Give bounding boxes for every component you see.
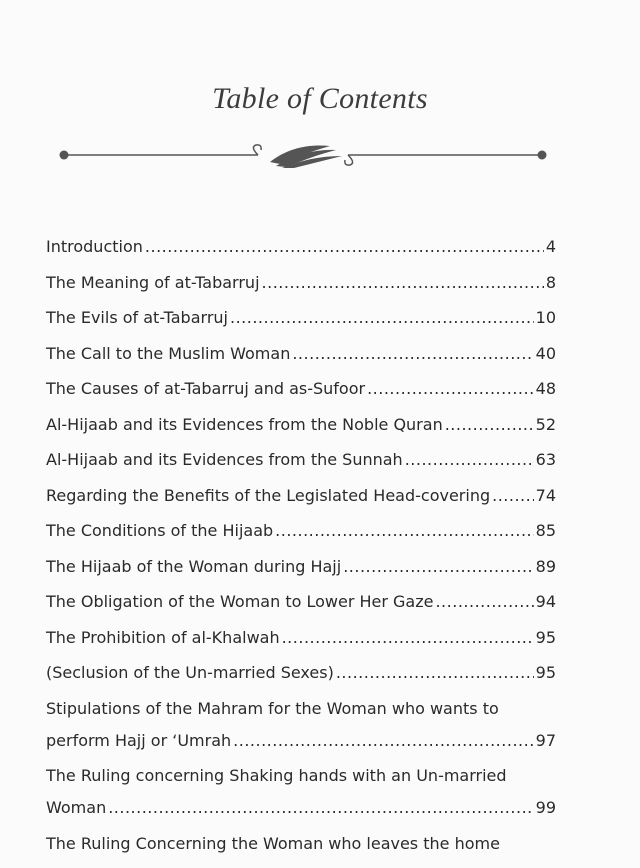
dot-leader [367, 378, 534, 400]
toc-entry-line2 [46, 730, 556, 752]
dot-leader [435, 591, 533, 613]
toc-entry-label: Al-Hijaab and its Evidences from the Noble Quran [46, 414, 443, 434]
toc-entry[interactable] [46, 485, 556, 507]
toc-entry-page: 48 [535, 379, 556, 398]
dot-leader [336, 662, 534, 684]
toc-entry[interactable] [46, 343, 556, 365]
toc-entry-label: Regarding the Benefits of the Legislated Head-covering [46, 485, 491, 505]
toc-entry[interactable] [46, 272, 556, 294]
dot-leader [275, 520, 533, 542]
toc-entry-page: 74 [535, 485, 556, 505]
toc-entry-label: The Call to the Muslim Woman [46, 343, 291, 363]
dot-leader [492, 485, 534, 507]
toc-entry-page: 95 [535, 627, 556, 647]
toc-entry[interactable] [46, 662, 556, 684]
toc-entry[interactable] [46, 520, 556, 542]
dot-leader [445, 414, 534, 436]
dot-leader [292, 343, 533, 365]
toc-entry-page: 94 [535, 592, 556, 611]
toc-entry-page: 52 [535, 414, 556, 434]
toc-entry-page: 4 [545, 237, 556, 256]
toc-entry-label: The Evils of at-Tabarruj [46, 308, 228, 327]
page-title: Table of Contents [212, 82, 428, 115]
toc-entry-page: 63 [535, 450, 556, 469]
toc-entry[interactable] [46, 556, 556, 578]
toc-entry-label: The Conditions of the Hijaab [46, 521, 274, 540]
dot-leader [262, 272, 544, 294]
toc-entry-label-line1: Stipulations of the Mahram for the Woman who wants to [46, 698, 499, 718]
toc-entry-label: (Seclusion of the Un-married Sexes) [46, 663, 334, 682]
toc-entry-label: Woman [46, 798, 107, 817]
toc-entry[interactable] [46, 765, 556, 819]
dot-leader [145, 236, 544, 258]
toc-entry-page: 99 [535, 798, 556, 817]
toc-entry-label: The Meaning of at-Tabarruj [46, 272, 260, 292]
toc-entry[interactable] [46, 449, 556, 471]
toc-entry-page: 97 [535, 730, 556, 750]
toc-entry-page: 40 [535, 343, 556, 363]
toc-entry-label-line1: The Ruling concerning Shaking hands with an Un-married [46, 766, 507, 785]
toc-entry[interactable] [46, 627, 556, 649]
toc-entry-label: The Causes of at-Tabarruj and as-Sufoor [46, 379, 366, 398]
dot-leader [233, 730, 534, 752]
toc-entry[interactable] [46, 833, 556, 855]
toc-entry[interactable] [46, 414, 556, 436]
toc-entry-label-line1: The Ruling Concerning the Woman who leaves the home [46, 833, 500, 853]
toc-entry-page: 10 [535, 308, 556, 327]
toc-entry[interactable] [46, 378, 556, 400]
toc-entry-label: The Hijaab of the Woman during Hajj [46, 556, 342, 576]
toc-entry-page: 89 [535, 556, 556, 576]
toc-entry-line2 [46, 797, 556, 819]
toc-entry-label: The Prohibition of al-Khalwah [46, 627, 280, 647]
toc-entry-page: 85 [535, 521, 556, 540]
toc-entry-label: perform Hajj or ‘Umrah [46, 730, 232, 750]
toc-entry[interactable] [46, 698, 556, 752]
dot-leader [282, 627, 534, 649]
dot-leader [108, 797, 533, 819]
toc-list [46, 236, 556, 868]
dot-leader [230, 307, 534, 329]
toc-entry-label: The Obligation of the Woman to Lower Her Gaze [46, 592, 434, 611]
toc-entry[interactable] [46, 307, 556, 329]
toc-entry[interactable] [46, 591, 556, 613]
toc-entry-label: Al-Hijaab and its Evidences from the Sunnah [46, 450, 403, 469]
dot-leader [343, 556, 533, 578]
toc-entry-page: 95 [535, 663, 556, 682]
toc-entry-page: 8 [545, 272, 556, 292]
ornament-divider-icon [58, 140, 548, 172]
toc-entry-label: Introduction [46, 237, 143, 256]
dot-leader [405, 449, 534, 471]
toc-entry[interactable] [46, 236, 556, 258]
